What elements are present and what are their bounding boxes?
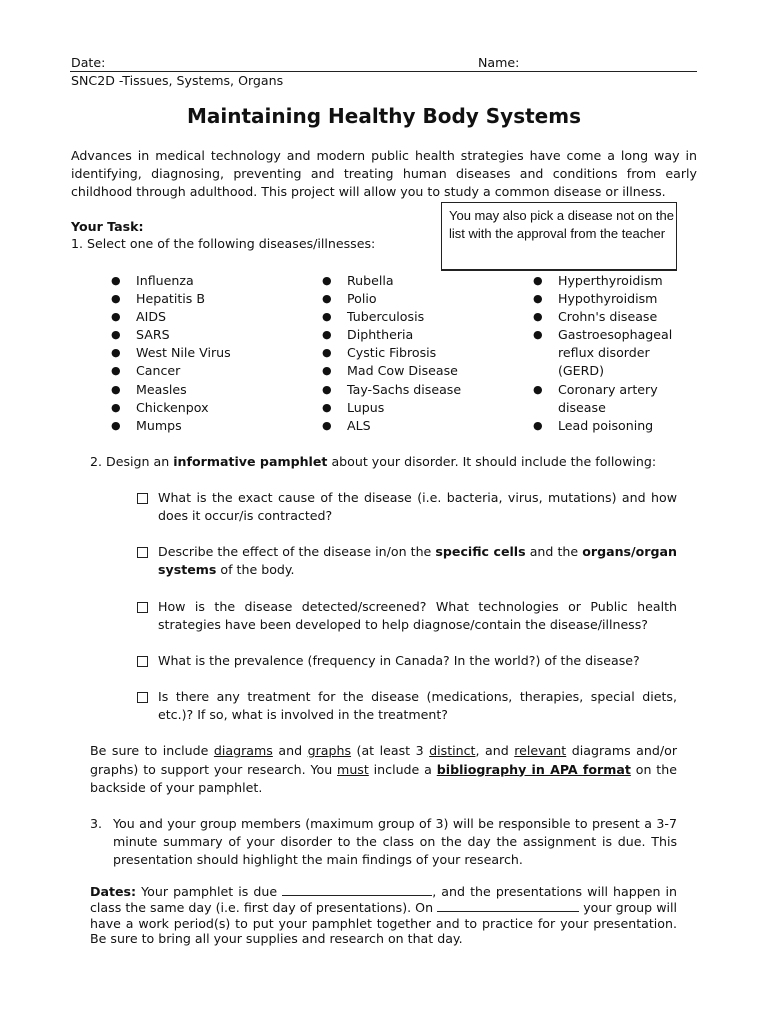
bullet-icon: ● bbox=[111, 418, 121, 432]
disease-item bbox=[111, 362, 231, 380]
disease-name: Measles bbox=[136, 381, 187, 397]
disease-item bbox=[322, 290, 461, 308]
disease-name: SARS bbox=[136, 327, 170, 343]
question-item bbox=[137, 652, 677, 670]
disease-name: Hyperthyroidism bbox=[558, 273, 663, 288]
dates-paragraph bbox=[90, 884, 677, 947]
disease-item bbox=[111, 417, 231, 435]
disease-item bbox=[322, 399, 461, 417]
disease-item bbox=[533, 290, 683, 308]
bullet-icon: ● bbox=[322, 382, 332, 396]
q2-part: and the bbox=[525, 544, 583, 559]
bullet-icon: ● bbox=[111, 292, 121, 306]
task-step-1: 1. Select one of the following diseases/illnesses: bbox=[71, 236, 376, 251]
bullet-icon: ● bbox=[533, 382, 543, 396]
checkbox-icon[interactable] bbox=[137, 547, 148, 558]
text-run: your group will have a work period(s) to put your pamphlet together and to practice for your presentation. Be sure to bring all your supplies and research on that day. bbox=[90, 899, 678, 947]
bullet-icon: ● bbox=[111, 274, 121, 287]
note-box: You may also pick a disease not on the list with the approval from the teacher bbox=[441, 202, 677, 271]
bullet-icon: ● bbox=[111, 346, 121, 360]
bullet-icon: ● bbox=[322, 310, 332, 324]
bullet-icon: ● bbox=[533, 292, 543, 306]
disease-item bbox=[322, 417, 461, 435]
question-text: Is there any treatment for the disease (medications, therapies, special diets, etc.)? If so, what is involved in the treatment? bbox=[158, 689, 677, 722]
disease-name: Cystic Fibrosis bbox=[347, 345, 437, 361]
task-step-3 bbox=[90, 815, 677, 869]
bullet-icon: ● bbox=[111, 364, 121, 378]
disease-item bbox=[322, 326, 461, 344]
disease-item bbox=[533, 417, 683, 435]
task-heading: Your Task: bbox=[71, 219, 144, 234]
page-title: Maintaining Healthy Body Systems bbox=[187, 104, 581, 128]
disease-name: Hypothyroidism bbox=[558, 291, 658, 307]
task-step-2 bbox=[90, 454, 656, 469]
step2-prefix: 2. Design an bbox=[90, 454, 174, 469]
header-rule bbox=[70, 71, 697, 72]
checkbox-icon[interactable] bbox=[137, 656, 148, 667]
disease-item bbox=[322, 272, 461, 290]
disease-item bbox=[111, 290, 231, 308]
disease-item bbox=[111, 381, 231, 399]
q2-bold: organs/organ systems bbox=[158, 544, 677, 577]
disease-name: Chickenpox bbox=[136, 399, 209, 415]
disease-name: Tuberculosis bbox=[347, 309, 425, 325]
bullet-icon: ● bbox=[533, 310, 543, 324]
emphasis: diagrams bbox=[213, 743, 273, 758]
disease-name: West Nile Virus bbox=[136, 345, 231, 361]
disease-name: Lead poisoning bbox=[558, 417, 654, 433]
disease-name: Mumps bbox=[136, 417, 182, 433]
disease-item bbox=[533, 381, 683, 417]
disease-name: Crohn's disease bbox=[558, 309, 658, 325]
emphasis: relevant bbox=[514, 743, 567, 758]
disease-item bbox=[533, 326, 683, 380]
text-run: , and the presentations will happen in class the same day (i.e. first day of presentations). On bbox=[90, 884, 678, 915]
dates-label: Dates: bbox=[90, 884, 137, 899]
text-run: diagrams and/or graphs) to support your research. You bbox=[90, 743, 677, 777]
question-text: What is the prevalence (frequency in Canada? In the world?) of the disease? bbox=[158, 653, 640, 668]
emphasis: graphs bbox=[307, 743, 352, 758]
work-period-date-blank[interactable] bbox=[437, 900, 579, 912]
disease-list-col1 bbox=[111, 272, 231, 435]
bullet-icon: ● bbox=[322, 346, 332, 360]
text-run: Be sure to include bbox=[90, 743, 214, 758]
disease-name: Cancer bbox=[136, 363, 181, 379]
disease-item bbox=[533, 272, 683, 290]
step2-bold: informative pamphlet bbox=[173, 454, 328, 469]
step2-suffix: about your disorder. It should include the following: bbox=[327, 454, 657, 469]
step3-text: You and your group members (maximum group of 3) will be responsible to present a 3-7 minute summary of your disorder to the class on the day the assignment is due. This presentation should highlight the main findings of your research. bbox=[113, 816, 677, 867]
text-run: Your pamphlet is due bbox=[136, 884, 283, 899]
bullet-icon: ● bbox=[111, 310, 121, 324]
disease-list-col2 bbox=[322, 272, 461, 435]
q2-part: of the body. bbox=[216, 562, 295, 577]
disease-name: Mad Cow Disease bbox=[347, 363, 458, 379]
due-date-blank[interactable] bbox=[282, 884, 432, 896]
disease-name: Influenza bbox=[136, 273, 194, 288]
disease-item bbox=[533, 308, 683, 326]
bullet-icon: ● bbox=[322, 292, 332, 306]
question-text: How is the disease detected/screened? What technologies or Public health strategies have been developed to help diagnose/contain the disease/illness? bbox=[158, 599, 677, 632]
date-label: Date: bbox=[71, 55, 106, 70]
text-run: and bbox=[272, 743, 308, 758]
disease-name: Lupus bbox=[347, 399, 385, 415]
disease-name: Hepatitis B bbox=[136, 291, 206, 307]
bullet-icon: ● bbox=[322, 274, 332, 287]
disease-name: Coronary artery disease bbox=[558, 381, 658, 415]
bullet-icon: ● bbox=[111, 382, 121, 396]
q2-part: Describe the effect of the disease in/on the bbox=[158, 544, 436, 559]
checkbox-icon[interactable] bbox=[137, 602, 148, 613]
q2-bold: specific cells bbox=[435, 544, 526, 559]
requirements-paragraph bbox=[90, 742, 677, 798]
question-item bbox=[137, 489, 677, 525]
disease-name: Gastroesophageal reflux disorder (GERD) bbox=[558, 327, 673, 379]
disease-item bbox=[322, 362, 461, 380]
bullet-icon: ● bbox=[322, 364, 332, 378]
disease-list-col3 bbox=[533, 272, 683, 435]
checkbox-icon[interactable] bbox=[137, 692, 148, 703]
disease-name: AIDS bbox=[136, 309, 167, 325]
question-item bbox=[137, 598, 677, 634]
emphasis: distinct bbox=[429, 743, 476, 758]
disease-item bbox=[111, 326, 231, 344]
disease-item bbox=[322, 344, 461, 362]
bullet-icon: ● bbox=[533, 274, 543, 287]
name-label: Name: bbox=[478, 55, 520, 70]
text-run: , and bbox=[475, 743, 515, 758]
text-run: on the backside of your pamphlet. bbox=[90, 761, 677, 795]
step3-number: 3. bbox=[90, 816, 103, 831]
bibliography-emphasis: bibliography in APA format bbox=[436, 761, 631, 777]
course-code: SNC2D -Tissues, Systems, Organs bbox=[71, 73, 284, 88]
disease-name: ALS bbox=[347, 417, 371, 433]
disease-item bbox=[322, 381, 461, 399]
bullet-icon: ● bbox=[533, 328, 543, 342]
question-item bbox=[137, 688, 677, 724]
disease-name: Diphtheria bbox=[347, 327, 414, 343]
text-run: (at least 3 bbox=[351, 743, 430, 758]
disease-name: Tay-Sachs disease bbox=[347, 381, 462, 397]
bullet-icon: ● bbox=[322, 400, 332, 414]
disease-name: Polio bbox=[347, 291, 377, 307]
disease-item bbox=[111, 344, 231, 362]
disease-name: Rubella bbox=[347, 273, 394, 288]
emphasis: must bbox=[337, 761, 369, 777]
intro-paragraph: Advances in medical technology and modern public health strategies have come a long way in identifying, diagnosing, preventing and treating human diseases and conditions from early childhood through adulthood. This project will allow you to study a common disease or illness. bbox=[71, 148, 697, 199]
question-item bbox=[137, 543, 677, 579]
question-text: What is the exact cause of the disease (i.e. bacteria, virus, mutations) and how does it occur/is contracted? bbox=[158, 490, 677, 523]
bullet-icon: ● bbox=[111, 400, 121, 414]
checkbox-icon[interactable] bbox=[137, 493, 148, 504]
disease-item bbox=[322, 308, 461, 326]
bullet-icon: ● bbox=[533, 418, 543, 432]
bullet-icon: ● bbox=[322, 328, 332, 342]
disease-item bbox=[111, 399, 231, 417]
bullet-icon: ● bbox=[322, 418, 332, 432]
question-text bbox=[158, 543, 677, 579]
disease-item bbox=[111, 308, 231, 326]
disease-item bbox=[111, 272, 231, 290]
text-run: include a bbox=[368, 761, 437, 777]
bullet-icon: ● bbox=[111, 328, 121, 342]
